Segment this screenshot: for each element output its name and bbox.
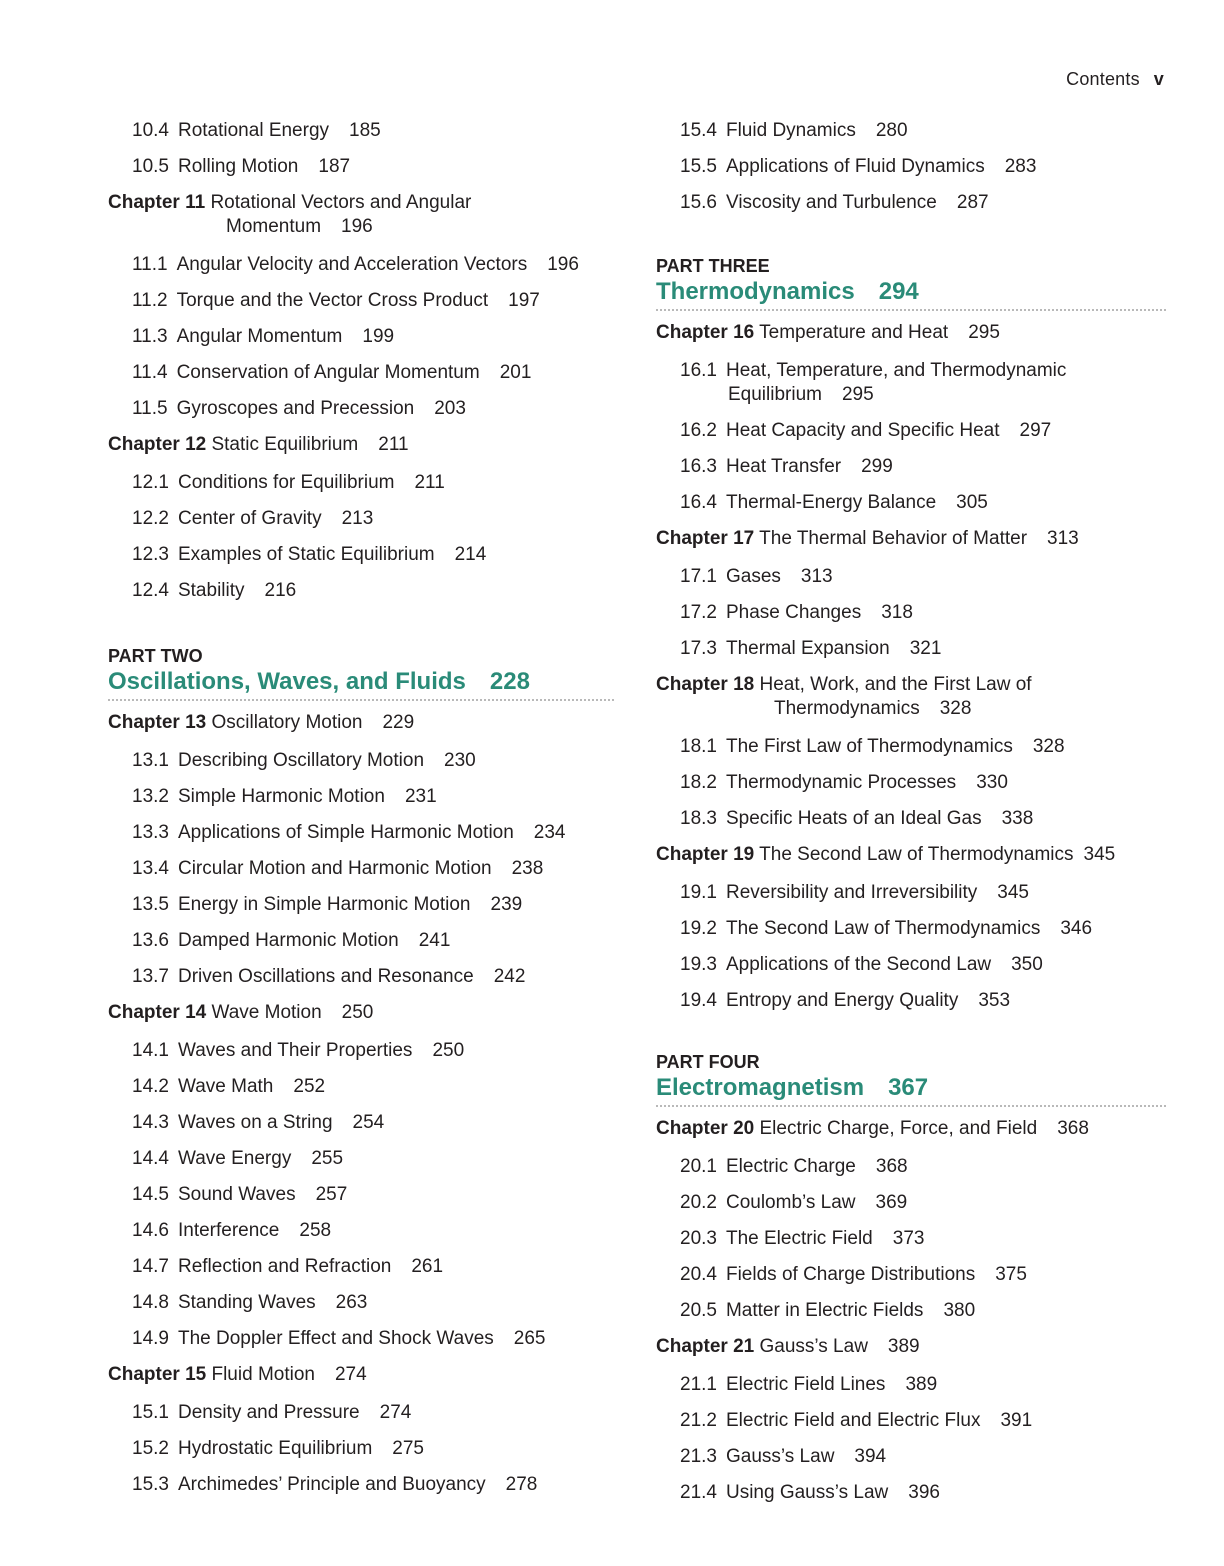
page-number: 211 xyxy=(378,434,409,455)
section-title: Reversibility and Irreversibility xyxy=(725,882,978,903)
toc-section[interactable] xyxy=(656,729,1166,765)
page-number: 213 xyxy=(341,508,374,529)
chapter-title: Temperature and Heat xyxy=(759,322,949,343)
section-number: 15.1 xyxy=(132,1402,169,1423)
page-number: 230 xyxy=(444,750,476,771)
section-title: Using Gauss’s Law xyxy=(725,1482,889,1503)
section-title: Electric Charge xyxy=(725,1156,856,1177)
part-title-text: Oscillations, Waves, and Fluids xyxy=(108,668,466,695)
toc-section[interactable] xyxy=(656,947,1166,983)
section-title: Electric Field and Electric Flux xyxy=(725,1410,981,1431)
section-number: 13.7 xyxy=(132,966,169,987)
section-title: Archimedes’ Principle and Buoyancy xyxy=(177,1474,486,1495)
section-number: 19.1 xyxy=(680,882,717,903)
section-title: Applications of the Second Law xyxy=(725,954,992,975)
toc-section[interactable] xyxy=(108,537,614,573)
page-number: 396 xyxy=(908,1482,940,1503)
section-title: Rotational Energy xyxy=(177,120,330,141)
section-number: 19.2 xyxy=(680,918,717,939)
page-number: 274 xyxy=(334,1364,367,1385)
page-number: 353 xyxy=(978,990,1011,1011)
toc-section[interactable] xyxy=(108,113,614,149)
toc-section[interactable] xyxy=(108,355,614,391)
toc-section[interactable] xyxy=(656,1439,1166,1475)
section-number: 14.4 xyxy=(132,1148,169,1169)
section-number: 21.2 xyxy=(680,1410,717,1431)
section-number: 14.9 xyxy=(132,1328,169,1349)
section-number: 21.4 xyxy=(680,1482,717,1503)
chapter-title: Static Equilibrium xyxy=(211,434,359,455)
page-number: 313 xyxy=(800,566,833,587)
page-number: 201 xyxy=(499,362,532,383)
section-title: Angular Velocity and Acceleration Vectors xyxy=(176,254,528,275)
section-title: Heat, Temperature, and Thermodynamic xyxy=(725,360,1067,381)
section-title: Heat Transfer xyxy=(725,456,842,477)
toc-section[interactable] xyxy=(108,1395,614,1431)
section-title: Fluid Dynamics xyxy=(725,120,856,141)
section-number: 13.2 xyxy=(132,786,169,807)
section-number: 14.5 xyxy=(132,1184,169,1205)
page-number: 280 xyxy=(875,120,908,141)
toc-section[interactable] xyxy=(656,413,1166,449)
page-number: 265 xyxy=(513,1328,546,1349)
section-number: 20.2 xyxy=(680,1192,717,1213)
page-number: 234 xyxy=(533,822,566,843)
page-number: 345 xyxy=(997,882,1029,903)
chapter-label: Chapter 13 xyxy=(108,712,207,733)
page-number: 367 xyxy=(888,1074,929,1101)
part-title[interactable] xyxy=(656,277,1166,311)
toc-chapter-21[interactable] xyxy=(656,1329,1166,1367)
section-number: 20.1 xyxy=(680,1156,717,1177)
section-number: 15.2 xyxy=(132,1438,169,1459)
page-number: 321 xyxy=(909,638,942,659)
toc-chapter-11[interactable] xyxy=(108,185,614,247)
toc-section[interactable] xyxy=(656,983,1166,1019)
page-number: 283 xyxy=(1004,156,1037,177)
toc-section[interactable] xyxy=(108,149,614,185)
toc-section[interactable] xyxy=(656,1367,1166,1403)
chapter-title: Gauss’s Law xyxy=(759,1336,868,1357)
section-title: Heat Capacity and Specific Heat xyxy=(725,420,1000,441)
section-title: Torque and the Vector Cross Product xyxy=(176,290,489,311)
chapter-title: Fluid Motion xyxy=(211,1364,315,1385)
section-number: 16.3 xyxy=(680,456,717,477)
section-number: 17.3 xyxy=(680,638,717,659)
page-number: 368 xyxy=(875,1156,908,1177)
part-label: PART THREE xyxy=(656,256,770,276)
page-number: 394 xyxy=(854,1446,887,1467)
toc-section[interactable] xyxy=(108,815,614,851)
section-title: The Doppler Effect and Shock Waves xyxy=(177,1328,494,1349)
toc-section[interactable] xyxy=(656,1293,1166,1329)
toc-section[interactable] xyxy=(108,247,614,283)
section-title: Sound Waves xyxy=(177,1184,296,1205)
page-number: 287 xyxy=(956,192,989,213)
section-number: 15.3 xyxy=(132,1474,169,1495)
page-number: 257 xyxy=(315,1184,348,1205)
toc-section[interactable] xyxy=(656,1221,1166,1257)
section-title: Conservation of Angular Momentum xyxy=(176,362,480,383)
section-number: 21.3 xyxy=(680,1446,717,1467)
section-number: 14.3 xyxy=(132,1112,169,1133)
section-number: 17.2 xyxy=(680,602,717,623)
chapter-label: Chapter 11 xyxy=(108,192,206,213)
toc-chapter-15[interactable] xyxy=(108,1357,614,1395)
section-number: 10.5 xyxy=(132,156,169,177)
page-number: 216 xyxy=(264,580,297,601)
section-number: 13.6 xyxy=(132,930,169,951)
page-number: 197 xyxy=(508,290,540,311)
section-title: Circular Motion and Harmonic Motion xyxy=(177,858,492,879)
section-title: Specific Heats of an Ideal Gas xyxy=(725,808,982,829)
toc-section[interactable] xyxy=(656,353,1166,413)
toc-section[interactable] xyxy=(108,1177,614,1213)
section-number: 14.6 xyxy=(132,1220,169,1241)
toc-left-column xyxy=(108,113,614,1503)
page-number: 389 xyxy=(905,1374,938,1395)
page-number: 391 xyxy=(1000,1410,1033,1431)
page-number: 338 xyxy=(1001,808,1034,829)
section-number: 10.4 xyxy=(132,120,169,141)
page-number: 231 xyxy=(404,786,437,807)
page-number: 229 xyxy=(382,712,415,733)
page-number: 294 xyxy=(878,278,919,305)
section-title: Thermal Expansion xyxy=(725,638,890,659)
toc-section[interactable] xyxy=(108,851,614,887)
section-number: 20.5 xyxy=(680,1300,717,1321)
page-number: 242 xyxy=(493,966,526,987)
section-title: Waves and Their Properties xyxy=(177,1040,413,1061)
section-number: 16.4 xyxy=(680,492,717,513)
section-title: The Electric Field xyxy=(725,1228,873,1249)
chapter-title-cont: Momentum xyxy=(226,216,322,237)
section-number: 15.6 xyxy=(680,192,717,213)
toc-section[interactable] xyxy=(656,1149,1166,1185)
toc-section[interactable] xyxy=(108,465,614,501)
section-number: 11.5 xyxy=(132,398,168,419)
section-title: Wave Math xyxy=(177,1076,274,1097)
section-title: Thermodynamic Processes xyxy=(725,772,957,793)
section-title: Interference xyxy=(177,1220,280,1241)
toc-section[interactable] xyxy=(656,449,1166,485)
section-title: Standing Waves xyxy=(177,1292,316,1313)
page-number: 345 xyxy=(1083,844,1116,865)
page-number: 185 xyxy=(349,120,381,141)
section-number: 14.2 xyxy=(132,1076,169,1097)
toc-section[interactable] xyxy=(656,113,1166,149)
section-number: 17.1 xyxy=(680,566,717,587)
page-number: 299 xyxy=(861,456,893,477)
section-number: 12.4 xyxy=(132,580,169,601)
section-title: Gases xyxy=(725,566,781,587)
toc-section[interactable] xyxy=(656,1257,1166,1293)
toc-section[interactable] xyxy=(656,911,1166,947)
section-title: Damped Harmonic Motion xyxy=(177,930,399,951)
chapter-label: Chapter 16 xyxy=(656,322,755,343)
part-title[interactable] xyxy=(108,667,614,701)
toc-section[interactable] xyxy=(108,1141,614,1177)
page-number: 263 xyxy=(335,1292,368,1313)
section-number: 21.1 xyxy=(680,1374,717,1395)
section-title: Conditions for Equilibrium xyxy=(177,472,395,493)
page-number: 278 xyxy=(505,1474,538,1495)
part-title-text: Thermodynamics xyxy=(656,278,855,305)
toc-section[interactable] xyxy=(108,1321,614,1357)
page-number: 241 xyxy=(418,930,451,951)
section-number: 11.2 xyxy=(132,290,168,311)
page-number: 389 xyxy=(887,1336,920,1357)
toc-section[interactable] xyxy=(108,887,614,923)
chapter-label: Chapter 15 xyxy=(108,1364,207,1385)
section-title: Density and Pressure xyxy=(177,1402,360,1423)
toc-section[interactable] xyxy=(656,595,1166,631)
page-number: 250 xyxy=(432,1040,465,1061)
page-number: 255 xyxy=(311,1148,344,1169)
toc-section[interactable] xyxy=(656,149,1166,185)
page-number: 258 xyxy=(299,1220,332,1241)
section-title: Phase Changes xyxy=(725,602,862,623)
section-number: 13.3 xyxy=(132,822,169,843)
toc-section[interactable] xyxy=(656,1475,1166,1511)
page-number: 274 xyxy=(379,1402,412,1423)
page-number: 380 xyxy=(943,1300,976,1321)
page-number: 187 xyxy=(318,156,351,177)
toc-section[interactable] xyxy=(108,959,614,995)
page-number: 368 xyxy=(1057,1118,1089,1139)
section-number: 20.4 xyxy=(680,1264,717,1285)
section-number: 20.3 xyxy=(680,1228,717,1249)
page-number: 261 xyxy=(411,1256,444,1277)
section-number: 12.3 xyxy=(132,544,169,565)
chapter-label: Chapter 18 xyxy=(656,674,755,695)
toc-section[interactable] xyxy=(108,1033,614,1069)
section-number: 19.3 xyxy=(680,954,717,975)
page-number: 328 xyxy=(939,698,972,719)
page-number: 295 xyxy=(968,322,1000,343)
section-title: Gyroscopes and Precession xyxy=(176,398,415,419)
page-number: 254 xyxy=(352,1112,385,1133)
section-number: 14.7 xyxy=(132,1256,169,1277)
page-number: 350 xyxy=(1011,954,1043,975)
section-title: Reflection and Refraction xyxy=(177,1256,392,1277)
toc-right-column xyxy=(656,113,1166,1511)
chapter-label: Chapter 19 xyxy=(656,844,755,865)
toc-section[interactable] xyxy=(656,185,1166,221)
chapter-label: Chapter 20 xyxy=(656,1118,755,1139)
toc-chapter-12[interactable] xyxy=(108,427,614,465)
toc-section[interactable] xyxy=(656,631,1166,667)
toc-chapter-19[interactable] xyxy=(656,837,1166,875)
toc-section[interactable] xyxy=(108,779,614,815)
chapter-label: Chapter 12 xyxy=(108,434,207,455)
page-number: 369 xyxy=(875,1192,908,1213)
part-title-text: Electromagnetism xyxy=(656,1074,865,1101)
page-number: 275 xyxy=(392,1438,424,1459)
chapter-title: Oscillatory Motion xyxy=(211,712,363,733)
chapter-title: The Second Law of Thermodynamics xyxy=(759,844,1074,865)
section-title: Fields of Charge Distributions xyxy=(725,1264,976,1285)
section-number: 14.1 xyxy=(132,1040,169,1061)
chapter-label: Chapter 21 xyxy=(656,1336,755,1357)
toc-section[interactable] xyxy=(108,501,614,537)
section-title: Energy in Simple Harmonic Motion xyxy=(177,894,471,915)
toc-section[interactable] xyxy=(108,573,614,609)
toc-section[interactable] xyxy=(656,559,1166,595)
toc-chapter-16[interactable] xyxy=(656,315,1166,353)
page-number: 328 xyxy=(1032,736,1065,757)
section-number: 15.4 xyxy=(680,120,717,141)
toc-chapter-18[interactable] xyxy=(656,667,1166,729)
section-title: Thermal-Energy Balance xyxy=(725,492,937,513)
section-number: 18.2 xyxy=(680,772,717,793)
running-head-label: Contents xyxy=(1066,69,1140,89)
part-title[interactable] xyxy=(656,1073,1166,1107)
chapter-title: Electric Charge, Force, and Field xyxy=(759,1118,1038,1139)
section-title: Electric Field Lines xyxy=(725,1374,886,1395)
section-number: 13.4 xyxy=(132,858,169,879)
section-title: Describing Oscillatory Motion xyxy=(177,750,425,771)
toc-section[interactable] xyxy=(108,1431,614,1467)
page-number: 211 xyxy=(414,472,445,493)
section-title: Angular Momentum xyxy=(176,326,343,347)
part-label: PART FOUR xyxy=(656,1052,760,1072)
toc-chapter-20[interactable] xyxy=(656,1111,1166,1149)
section-title: Waves on a String xyxy=(177,1112,333,1133)
chapter-title: Wave Motion xyxy=(211,1002,322,1023)
toc-section[interactable] xyxy=(108,923,614,959)
section-number: 16.1 xyxy=(680,360,717,381)
section-title: Coulomb’s Law xyxy=(725,1192,856,1213)
section-title: Hydrostatic Equilibrium xyxy=(177,1438,373,1459)
chapter-title: Heat, Work, and the First Law of xyxy=(759,674,1032,695)
page-number: 239 xyxy=(490,894,523,915)
toc-section[interactable] xyxy=(656,1403,1166,1439)
page-number: 250 xyxy=(341,1002,374,1023)
toc-section[interactable] xyxy=(108,743,614,779)
section-number: 12.1 xyxy=(132,472,169,493)
section-number: 11.1 xyxy=(132,254,168,275)
section-title: Rolling Motion xyxy=(177,156,299,177)
page-number: 313 xyxy=(1047,528,1079,549)
page-number: 330 xyxy=(976,772,1008,793)
page-number: 373 xyxy=(892,1228,925,1249)
section-number: 16.2 xyxy=(680,420,717,441)
section-number: 12.2 xyxy=(132,508,169,529)
section-number: 18.1 xyxy=(680,736,717,757)
page-number: 305 xyxy=(956,492,988,513)
section-title: Examples of Static Equilibrium xyxy=(177,544,435,565)
chapter-label: Chapter 17 xyxy=(656,528,755,549)
page-number: 199 xyxy=(362,326,395,347)
section-number: 14.8 xyxy=(132,1292,169,1313)
part-label: PART TWO xyxy=(108,646,203,666)
page-folio: v xyxy=(1153,69,1164,89)
toc-section[interactable] xyxy=(108,1105,614,1141)
page-number: 346 xyxy=(1060,918,1093,939)
page-number: 214 xyxy=(454,544,487,565)
section-number: 13.1 xyxy=(132,750,169,771)
section-number: 11.4 xyxy=(132,362,168,383)
page-number: 295 xyxy=(841,384,874,405)
section-title: Matter in Electric Fields xyxy=(725,1300,924,1321)
section-title: Stability xyxy=(177,580,245,601)
toc-section[interactable] xyxy=(108,319,614,355)
section-title: Entropy and Energy Quality xyxy=(725,990,959,1011)
chapter-title: The Thermal Behavior of Matter xyxy=(759,528,1028,549)
section-number: 13.5 xyxy=(132,894,169,915)
section-title: The Second Law of Thermodynamics xyxy=(725,918,1041,939)
page-number: 228 xyxy=(489,668,530,695)
toc-section[interactable] xyxy=(656,801,1166,837)
toc-section[interactable] xyxy=(656,765,1166,801)
toc-section[interactable] xyxy=(656,1185,1166,1221)
chapter-title: Rotational Vectors and Angular xyxy=(210,192,472,213)
chapter-label: Chapter 14 xyxy=(108,1002,207,1023)
toc-section[interactable] xyxy=(108,1069,614,1105)
section-number: 18.3 xyxy=(680,808,717,829)
page-number: 196 xyxy=(341,216,373,237)
page-number: 203 xyxy=(434,398,466,419)
toc-section[interactable] xyxy=(108,391,614,427)
section-title: Driven Oscillations and Resonance xyxy=(177,966,474,987)
section-title: Applications of Fluid Dynamics xyxy=(725,156,985,177)
section-title-cont: Equilibrium xyxy=(728,384,822,405)
toc-chapter-13[interactable] xyxy=(108,705,614,743)
page-number: 196 xyxy=(547,254,579,275)
toc-chapter-17[interactable] xyxy=(656,521,1166,559)
toc-section[interactable] xyxy=(108,1213,614,1249)
page-number: 297 xyxy=(1019,420,1052,441)
section-title: Center of Gravity xyxy=(177,508,322,529)
section-title: Viscosity and Turbulence xyxy=(725,192,937,213)
toc-section[interactable] xyxy=(656,485,1166,521)
section-number: 19.4 xyxy=(680,990,717,1011)
toc-section[interactable] xyxy=(108,1285,614,1321)
section-number: 15.5 xyxy=(680,156,717,177)
toc-section[interactable] xyxy=(108,1249,614,1285)
toc-section[interactable] xyxy=(108,283,614,319)
toc-section[interactable] xyxy=(108,1467,614,1503)
page-number: 238 xyxy=(511,858,544,879)
section-title: Applications of Simple Harmonic Motion xyxy=(177,822,514,843)
page-number: 252 xyxy=(293,1076,326,1097)
page-number: 375 xyxy=(995,1264,1027,1285)
section-title: Simple Harmonic Motion xyxy=(177,786,385,807)
section-title: Wave Energy xyxy=(177,1148,292,1169)
toc-section[interactable] xyxy=(656,875,1166,911)
section-number: 11.3 xyxy=(132,326,168,347)
section-title: Gauss’s Law xyxy=(725,1446,835,1467)
running-head xyxy=(1066,69,1164,90)
page-number: 318 xyxy=(881,602,913,623)
toc-chapter-14[interactable] xyxy=(108,995,614,1033)
section-title: The First Law of Thermodynamics xyxy=(725,736,1013,757)
chapter-title-cont: Thermodynamics xyxy=(774,698,920,719)
